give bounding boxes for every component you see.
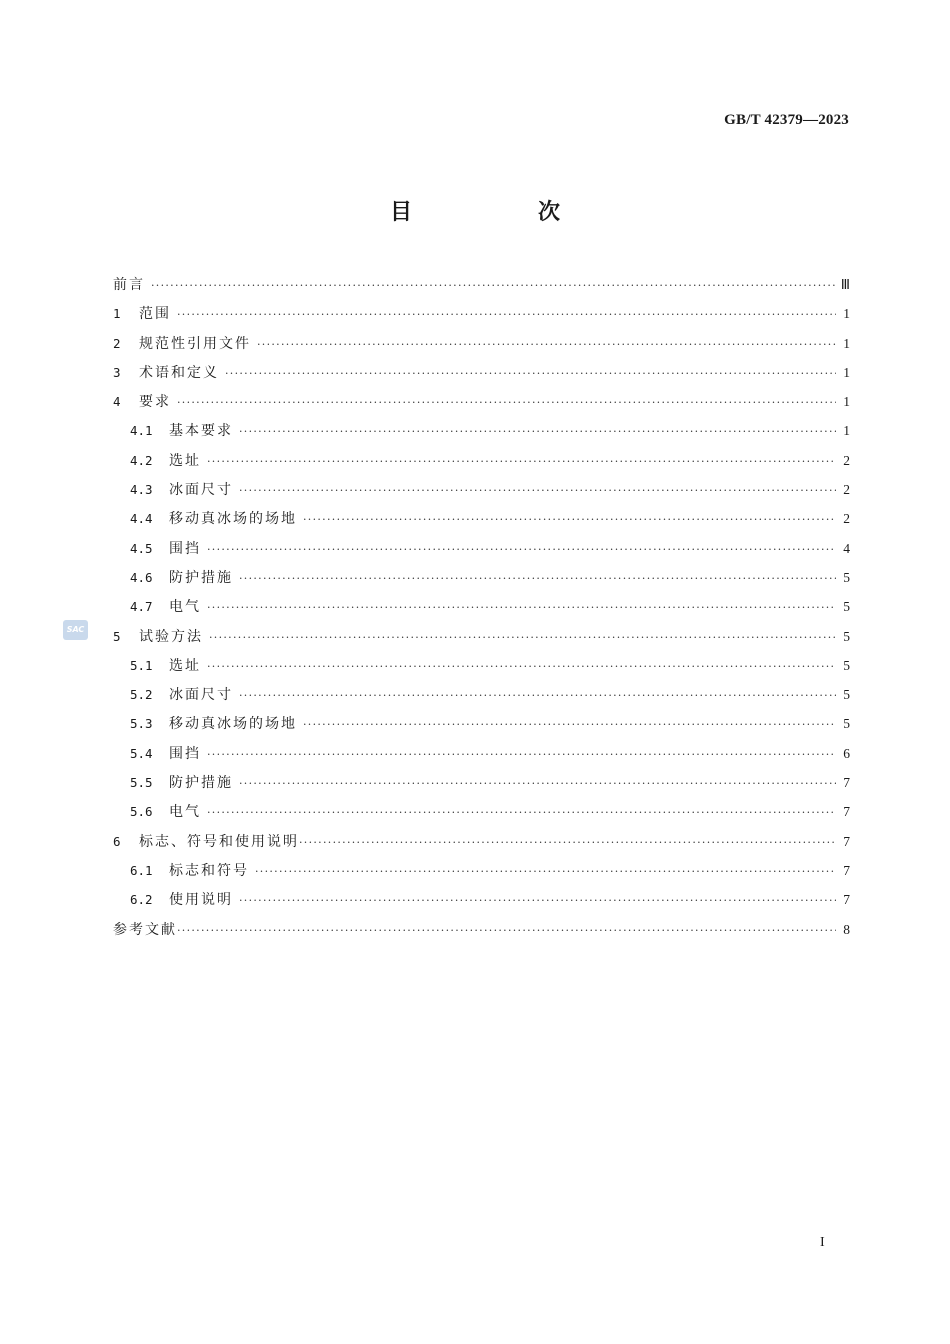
toc-entry-label: 冰面尺寸 (169, 687, 233, 704)
toc-entry-label: 试验方法 (139, 628, 203, 645)
toc-dot-leader (177, 388, 836, 417)
toc-entry[interactable] (113, 680, 850, 709)
toc-entry-page: 1 (843, 394, 850, 410)
toc-entry-label: 防护措施 (169, 775, 233, 792)
watermark-logo: SAC (63, 620, 88, 640)
toc-entry-page: 7 (843, 804, 850, 820)
toc-entry-page: 5 (843, 599, 850, 615)
toc-dot-leader (151, 271, 836, 300)
toc-dot-leader (207, 535, 836, 564)
toc-entry-page: 1 (843, 335, 850, 351)
toc-entry-page: 1 (843, 306, 850, 322)
toc-entry-page: 2 (843, 452, 850, 468)
toc-dot-leader (239, 681, 836, 710)
toc-entry[interactable] (113, 622, 850, 651)
toc-entry-number: 2 (113, 335, 121, 351)
toc-entry[interactable] (113, 797, 850, 826)
toc-entry[interactable] (113, 739, 850, 768)
toc-entry[interactable] (113, 709, 850, 738)
toc-entry-label: 标志和符号 (169, 862, 249, 879)
toc-entry[interactable] (113, 387, 850, 416)
toc-entry[interactable] (113, 563, 850, 592)
toc-entry-label: 术语和定义 (139, 364, 219, 381)
toc-entry-label: 电气 (169, 599, 201, 616)
toc-entry-number: 4.7 (130, 599, 153, 615)
toc-entry-number: 5.1 (130, 657, 153, 673)
toc-entry-page: 6 (843, 745, 850, 761)
toc-entry-number: 4.6 (130, 569, 153, 585)
toc-entry-number: 1 (113, 306, 121, 322)
toc-entry-number: 4.3 (130, 482, 153, 498)
toc-entry-number: 5.2 (130, 687, 153, 703)
toc-entry[interactable] (113, 416, 850, 445)
toc-entry[interactable] (113, 358, 850, 387)
toc-entry-number: 5 (113, 628, 121, 644)
toc-dot-leader (257, 330, 836, 359)
table-of-contents (113, 270, 850, 944)
toc-entry-page: 7 (843, 862, 850, 878)
toc-entry-page: 5 (843, 687, 850, 703)
toc-entry-label: 规范性引用文件 (139, 335, 251, 352)
toc-dot-leader (177, 916, 836, 945)
toc-entry-page: 7 (843, 833, 850, 849)
standard-code: GB/T 42379—2023 (724, 112, 849, 128)
toc-entry-number: 4.2 (130, 452, 153, 468)
toc-dot-leader (207, 798, 836, 827)
toc-entry-number: 5.6 (130, 804, 153, 820)
toc-dot-leader (239, 417, 836, 446)
toc-entry-label: 选址 (169, 657, 201, 674)
toc-entry-label: 移动真冰场的场地 (169, 716, 297, 733)
toc-entry[interactable] (113, 270, 850, 299)
toc-entry-page: 8 (843, 921, 850, 937)
toc-dot-leader (239, 564, 836, 593)
toc-dot-leader (207, 740, 836, 769)
toc-entry-label: 选址 (169, 452, 201, 469)
toc-dot-leader (299, 828, 836, 857)
toc-entry-label: 移动真冰场的场地 (169, 511, 297, 528)
toc-entry-label: 标志、符号和使用说明 (139, 833, 299, 850)
toc-entry[interactable] (113, 915, 850, 944)
toc-entry-page: Ⅲ (840, 277, 850, 292)
toc-entry[interactable] (113, 885, 850, 914)
toc-entry-number: 4.1 (130, 423, 153, 439)
toc-entry-page: 5 (843, 628, 850, 644)
toc-dot-leader (303, 710, 836, 739)
toc-dot-leader (177, 300, 836, 329)
toc-entry-number: 3 (113, 364, 121, 380)
toc-entry-label: 基本要求 (169, 423, 233, 440)
toc-entry[interactable] (113, 856, 850, 885)
toc-entry-number: 4.4 (130, 511, 153, 527)
toc-entry-label: 围挡 (169, 540, 201, 557)
toc-dot-leader (239, 476, 836, 505)
toc-entry-number: 6 (113, 833, 121, 849)
toc-entry[interactable] (113, 651, 850, 680)
toc-entry-page: 1 (843, 364, 850, 380)
toc-entry[interactable] (113, 446, 850, 475)
toc-dot-leader (207, 593, 836, 622)
toc-entry[interactable] (113, 827, 850, 856)
toc-entry-label: 使用说明 (169, 892, 233, 909)
toc-entry[interactable] (113, 534, 850, 563)
toc-entry-label: 前言 (113, 277, 145, 293)
toc-entry-page: 4 (843, 540, 850, 556)
toc-entry-page: 5 (843, 657, 850, 673)
toc-entry-page: 7 (843, 892, 850, 908)
toc-entry-label: 冰面尺寸 (169, 482, 233, 499)
footer-page-number: I (820, 1235, 825, 1250)
toc-dot-leader (239, 769, 836, 798)
toc-entry-page: 2 (843, 511, 850, 527)
toc-entry-page: 5 (843, 569, 850, 585)
toc-entry-number: 5.3 (130, 716, 153, 732)
toc-entry-number: 5.5 (130, 775, 153, 791)
toc-dot-leader (255, 857, 836, 886)
toc-entry-page: 2 (843, 482, 850, 498)
toc-entry-label: 要求 (139, 394, 171, 411)
toc-entry-page: 5 (843, 716, 850, 732)
toc-dot-leader (207, 652, 836, 681)
toc-entry-label: 范围 (139, 306, 171, 323)
toc-entry-label: 参考文献 (113, 921, 177, 938)
toc-entry-page: 7 (843, 775, 850, 791)
toc-dot-leader (239, 886, 836, 915)
toc-entry-number: 6.1 (130, 862, 153, 878)
toc-entry[interactable] (113, 299, 850, 328)
toc-entry-label: 电气 (169, 804, 201, 821)
toc-entry-label: 防护措施 (169, 569, 233, 586)
toc-entry-page: 1 (843, 423, 850, 439)
toc-dot-leader (207, 447, 836, 476)
toc-entry-number: 5.4 (130, 745, 153, 761)
toc-entry[interactable] (113, 504, 850, 533)
toc-dot-leader (225, 359, 836, 388)
toc-entry[interactable] (113, 592, 850, 621)
toc-dot-leader (303, 505, 836, 534)
toc-entry[interactable] (113, 768, 850, 797)
toc-entry[interactable] (113, 329, 850, 358)
toc-entry-label: 围挡 (169, 745, 201, 762)
toc-entry-number: 4.5 (130, 540, 153, 556)
toc-entry[interactable] (113, 475, 850, 504)
toc-entry-number: 4 (113, 394, 121, 410)
page-title: 目 次 (389, 200, 612, 225)
toc-dot-leader (209, 623, 836, 652)
toc-entry-number: 6.2 (130, 892, 153, 908)
